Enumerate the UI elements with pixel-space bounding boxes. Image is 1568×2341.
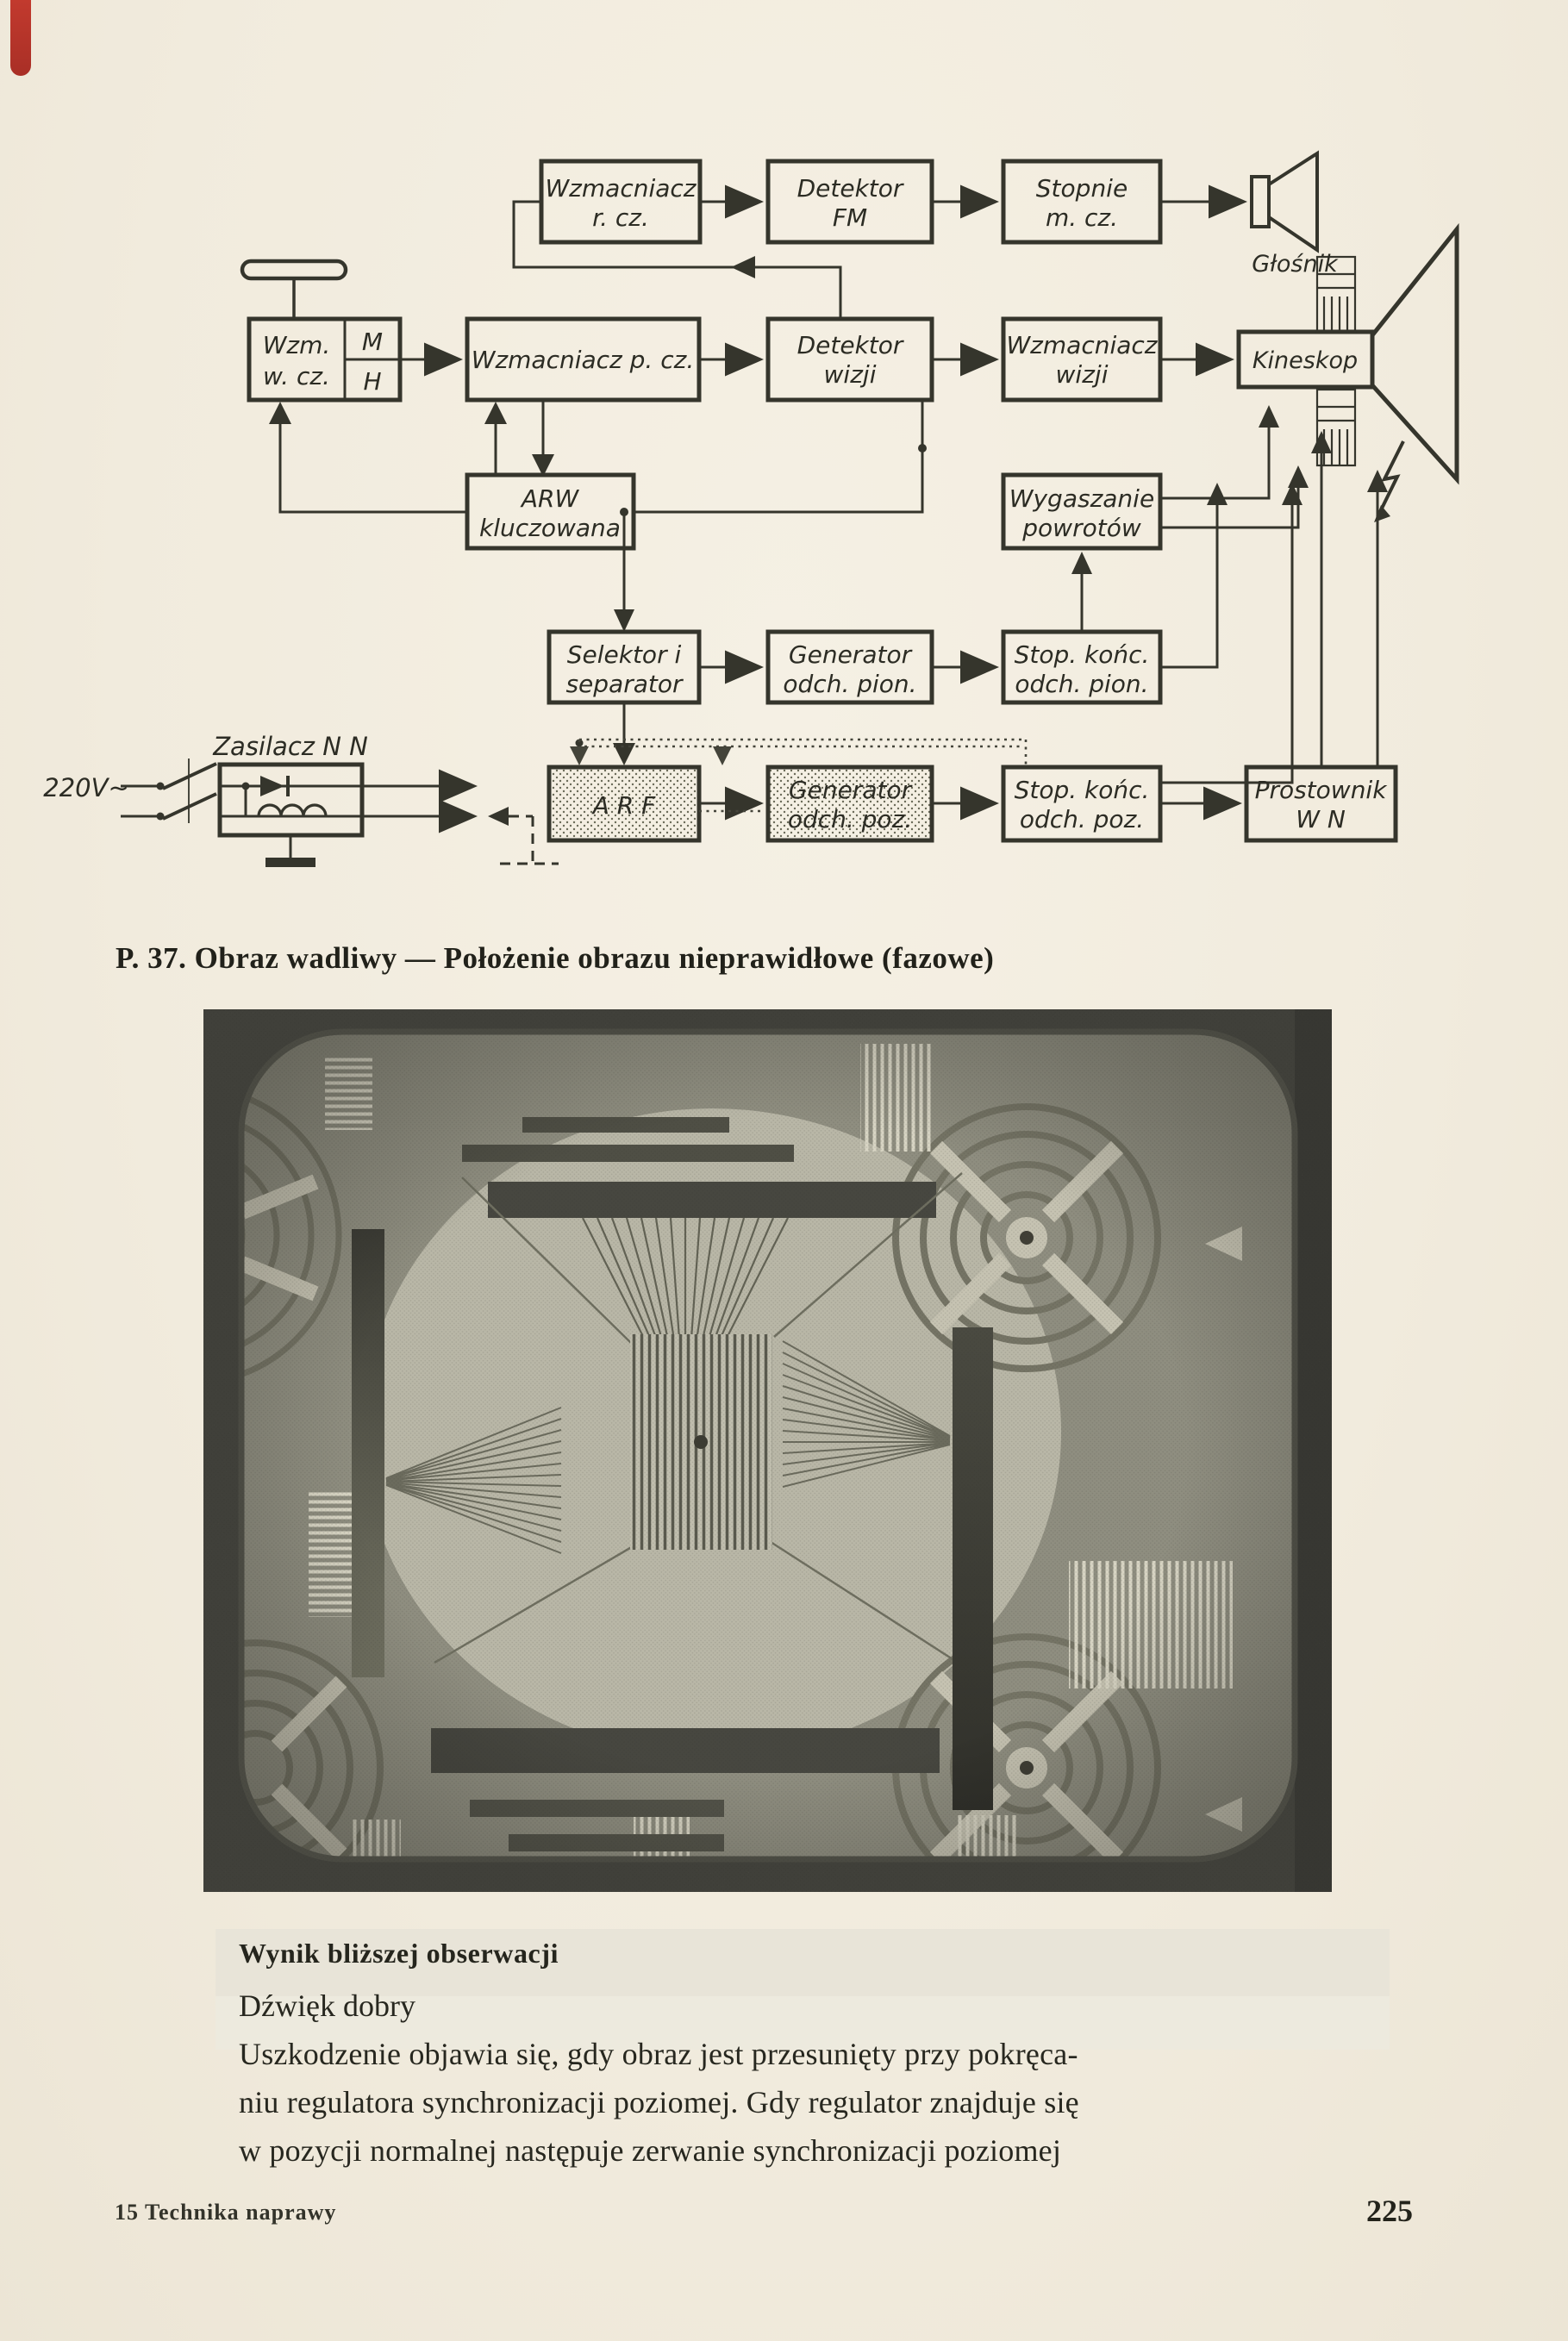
afc-dotted-arrowheads [570,746,732,765]
label-stoppion-1: Stop. końc. [1014,640,1150,669]
svg-text:kluczowana [479,514,621,542]
label-sel-2: separator [565,670,683,698]
label-rf-1: Wzmacniacz [545,174,697,203]
label-genpion-1: Generator [788,640,912,669]
label-wyg-1: Wygaszanie [1009,484,1155,513]
svg-text:Detektor [797,174,904,203]
label-mcz-1: Stopnie [1035,174,1128,203]
svg-text:odch. poz. [1020,805,1144,833]
block-zasilacz [220,765,362,835]
label-arf: A R F [592,791,656,820]
label-wyg-2: powrotów [1022,514,1141,542]
svg-text:w. cz. [263,362,330,390]
svg-text:r. cz. [592,203,649,232]
label-h: H [363,367,382,396]
observation-sound: Dźwięk dobry [239,1988,415,2023]
antenna-icon [242,261,346,319]
svg-text:Generator [789,776,913,804]
svg-text:powrotów [1021,514,1141,542]
label-sel-1: Selektor i [566,640,682,669]
label-wcz-2: w. cz. [263,362,330,390]
label-genpoz-2: odch. poz. [787,805,913,833]
svg-text:separator [565,670,684,698]
label-arw-2: kluczowana [479,514,621,542]
svg-text:Wygaszanie [1009,484,1154,513]
page-number: 225 [1366,2194,1413,2228]
test-card-photo [203,1009,1332,1892]
label-prost-1: Prostownik [1254,776,1387,804]
svg-text:odch. pion. [1015,670,1148,698]
svg-text:m. cz. [1046,203,1118,232]
label-rf-2: r. cz. [592,203,649,232]
svg-text:odch. poz. [788,805,912,833]
tv-receiver-block-diagram [0,0,1568,931]
label-m: M [361,328,384,356]
speaker-icon [1252,153,1317,250]
observation-line: niu regulatora synchronizacji poziomej. Gdy regulator znajduje się [239,2085,1079,2119]
svg-text:Prostownik [1255,776,1389,804]
label-wcz-1: Wzm. [262,331,331,359]
label-stoppoz-1: Stop. końc. [1014,776,1150,804]
label-genpion-2: odch. pion. [783,670,917,698]
svg-text:Stopnie [1036,174,1128,203]
label-kineskop: Kineskop [1252,347,1359,374]
svg-text:Wzm. [263,331,331,359]
label-pcz: Wzmacniacz p. cz. [471,346,695,374]
svg-text:Selektor i [567,640,682,669]
label-wzw-2: wizji [1055,360,1109,389]
svg-text:ARW [520,484,580,513]
label-glosnik: Głośnik [1252,251,1338,278]
figure-caption: P. 37. Obraz wadliwy — Położenie obrazu nieprawidłowe (fazowe) [116,941,995,975]
label-detw-1: Detektor [796,331,903,359]
observation-line: Uszkodzenie objawia się, gdy obraz jest przesunięty przy pokręca- [239,2037,1078,2071]
label-arw-1: ARW [521,484,579,513]
svg-text:wizji [1056,360,1109,389]
footer-signature: 15 Technika naprawy [115,2200,337,2225]
svg-text:odch. pion. [783,670,916,698]
diagram-labels [43,174,1388,833]
svg-text:Generator [789,640,913,669]
label-mcz-2: m. cz. [1045,203,1119,232]
label-fm-1: Detektor [796,174,903,203]
label-fm-2: FM [832,203,868,232]
svg-text:FM [833,203,867,232]
label-genpoz-1: Generator [788,776,912,804]
svg-text:wizji [824,360,877,389]
label-220v: 220V~ [43,773,129,802]
label-zasilacz: Zasilacz N N [213,732,368,761]
label-stoppoz-2: odch. poz. [1019,805,1145,833]
label-prost-2: W N [1296,805,1346,833]
observation-line: w pozycji normalnej następuje zerwanie synchronizacji poziomej [239,2133,1062,2168]
observation-heading: Wynik bliższej obserwacji [239,1938,559,1969]
svg-text:Wzmacniacz [546,174,697,203]
svg-text:Detektor [797,331,904,359]
svg-text:W N [1296,805,1346,833]
label-detw-2: wizji [823,360,877,389]
power-supply-schematic [121,758,559,867]
svg-text:Wzmacniacz [1007,331,1159,359]
halftone-overlay [203,1009,1332,1892]
label-stoppion-2: odch. pion. [1015,670,1149,698]
svg-text:Stop. końc. [1015,776,1150,804]
label-wzw-1: Wzmacniacz [1006,331,1158,359]
svg-text:Stop. końc. [1015,640,1150,669]
